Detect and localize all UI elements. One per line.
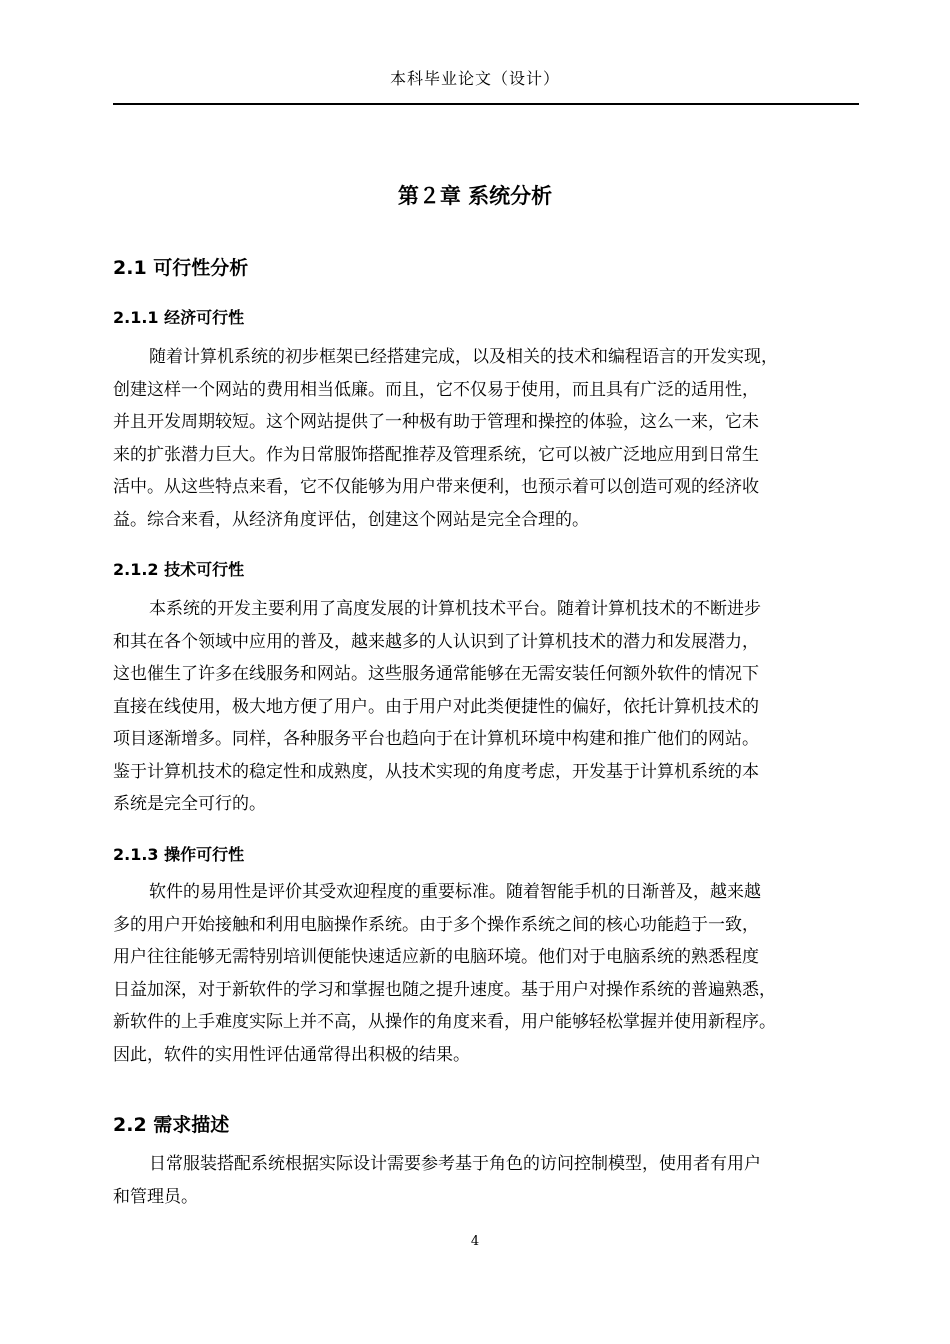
paragraph-line: 直接在线使用，极大地方便了用户。由于用户对此类便捷性的偏好，依托计算机技术的 [113,696,759,717]
paragraph-line: 益。综合来看，从经济角度评估，创建这个网站是完全合理的。 [113,509,589,530]
header-rule [113,103,859,105]
paragraph-line: 和管理员。 [113,1186,198,1207]
paragraph-line: 日常服装搭配系统根据实际设计需要参考基于角色的访问控制模型，使用者有用户 [149,1154,761,1174]
paragraph-line: 项目逐渐增多。同样，各种服务平台也趋向于在计算机环境中构建和推广他们的网站。 [113,729,759,749]
paragraph-line: 用户往往能够无需特别培训便能快速适应新的电脑环境。他们对于电脑系统的熟悉程度 [113,947,759,967]
paragraph-line: 创建这样一个网站的费用相当低廉。而且，它不仅易于使用，而且具有广泛的适用性， [113,379,759,400]
paragraph-line: 鉴于计算机技术的稳定性和成熟度，从技术实现的角度考虑，开发基于计算机系统的本 [113,761,759,782]
subsection-heading-2-1-2: 2.1.2 技术可行性 [113,560,245,579]
page-number: 4 [470,1234,480,1249]
paragraph-line: 这也催生了许多在线服务和网站。这些服务通常能够在无需安装任何额外软件的情况下 [113,664,759,684]
subsection-heading-2-1-3: 2.1.3 操作可行性 [113,845,245,864]
subsection-heading-2-1-1: 2.1.1 经济可行性 [113,308,245,327]
page-header-title: 本科毕业论文（设计） [389,69,560,88]
paragraph-line: 来的扩张潜力巨大。作为日常服饰搭配推荐及管理系统，它可以被广泛地应用到日常生 [113,444,759,465]
paragraph-line: 本系统的开发主要利用了高度发展的计算机技术平台。随着计算机技术的不断进步 [149,599,761,619]
paragraph-line: 随着计算机系统的初步框架已经搭建完成，以及相关的技术和编程语言的开发实现， [149,347,778,367]
paragraph-line: 和其在各个领域中应用的普及，越来越多的人认识到了计算机技术的潜力和发展潜力， [113,631,759,652]
paragraph-requirements [113,1148,861,1213]
chapter-title: 第２章 系统分析 [397,184,553,208]
paragraph-line: 并且开发周期较短。这个网站提供了一种极有助于管理和操控的体验，这么一来，它未 [113,412,759,432]
paragraph-line: 因此，软件的实用性评估通常得出积极的结果。 [113,1044,470,1065]
paragraph-economic-feasibility [113,341,861,536]
section-heading-2-1: 2.1 可行性分析 [113,257,249,279]
paragraph-line: 软件的易用性是评价其受欢迎程度的重要标准。随着智能手机的日渐普及，越来越 [149,882,761,902]
paragraph-line: 系统是完全可行的。 [113,794,266,814]
paragraph-line: 日益加深，对于新软件的学习和掌握也随之提升速度。基于用户对操作系统的普遍熟悉， [113,979,776,1000]
paragraph-technical-feasibility [113,593,861,821]
paragraph-line: 活中。从这些特点来看，它不仅能够为用户带来便利，也预示着可以创造可观的经济收 [113,477,759,497]
paragraph-line: 新软件的上手难度实际上并不高，从操作的角度来看，用户能够轻松掌握并使用新程序。 [113,1012,776,1032]
paragraph-line: 多的用户开始接触和利用电脑操作系统。由于多个操作系统之间的核心功能趋于一致， [113,914,759,935]
section-heading-2-2: 2.2 需求描述 [113,1114,230,1136]
paragraph-operational-feasibility [113,876,861,1071]
